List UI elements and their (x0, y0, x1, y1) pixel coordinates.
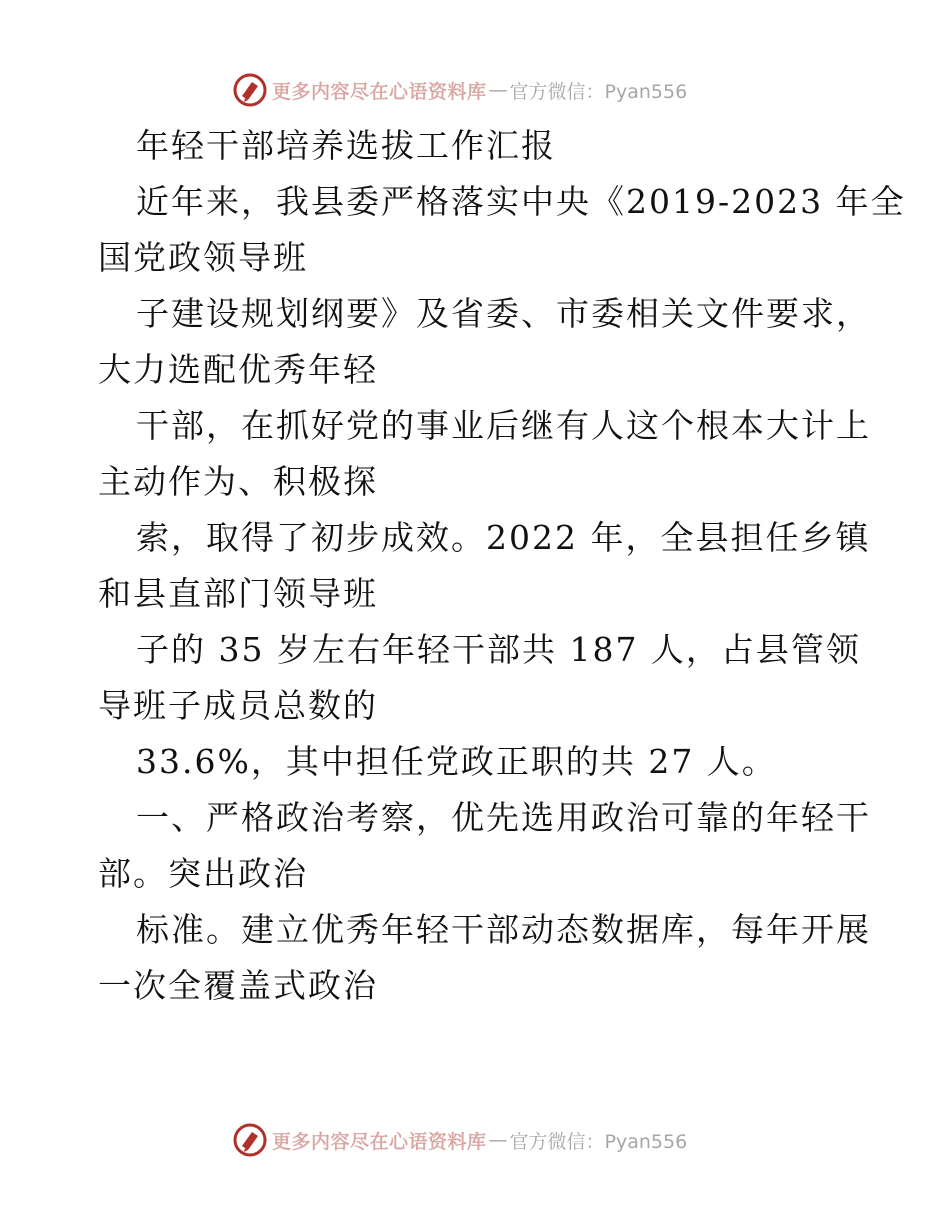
paragraph-line: 标准。建立优秀年轻干部动态数据库，每年开展 (136, 910, 871, 949)
footer-watermark (232, 1120, 687, 1160)
paragraph-line: 索，取得了初步成效。2022 年，全县担任乡镇 (136, 518, 871, 557)
paragraph-line: 子建设规划纲要》及省委、市委相关文件要求， (136, 294, 871, 333)
paragraph-line: 近年来，我县委严格落实中央《2019-2023 年全 (136, 182, 906, 221)
document-body (98, 118, 906, 1014)
paragraph-line: 子的 35 岁左右年轻干部共 187 人，占县管领 (136, 630, 861, 669)
watermark-dash: — (488, 1129, 508, 1151)
brand-logo-icon (232, 1122, 268, 1158)
paragraph-line: 主动作为、积极探 (98, 462, 378, 501)
paragraph-line: 干部，在抓好党的事业后继有人这个根本大计上 (136, 406, 871, 445)
paragraph-line: 大力选配优秀年轻 (98, 350, 378, 389)
header-watermark (232, 70, 687, 110)
paragraph-line: 导班子成员总数的 (98, 686, 378, 725)
section-heading-line: 一、严格政治考察，优先选用政治可靠的年轻干 (136, 798, 871, 837)
paragraph-line: 国党政领导班 (98, 238, 308, 277)
section-heading-line: 部。突出政治 (98, 854, 308, 893)
watermark-text: 更多内容尽在心语资料库 (272, 1130, 487, 1153)
watermark-suffix: 官方微信：Pyan556 (509, 1130, 688, 1153)
paragraph-line: 33.6%，其中担任党政正职的共 27 人。 (136, 742, 777, 781)
watermark-dash: — (488, 79, 508, 101)
watermark-text: 更多内容尽在心语资料库 (272, 80, 487, 103)
paragraph-line: 和县直部门领导班 (98, 574, 378, 613)
watermark-suffix: 官方微信：Pyan556 (509, 80, 688, 103)
brand-logo-icon (232, 72, 268, 108)
doc-title: 年轻干部培养选拔工作汇报 (136, 126, 556, 165)
paragraph-line: 一次全覆盖式政治 (98, 966, 378, 1005)
